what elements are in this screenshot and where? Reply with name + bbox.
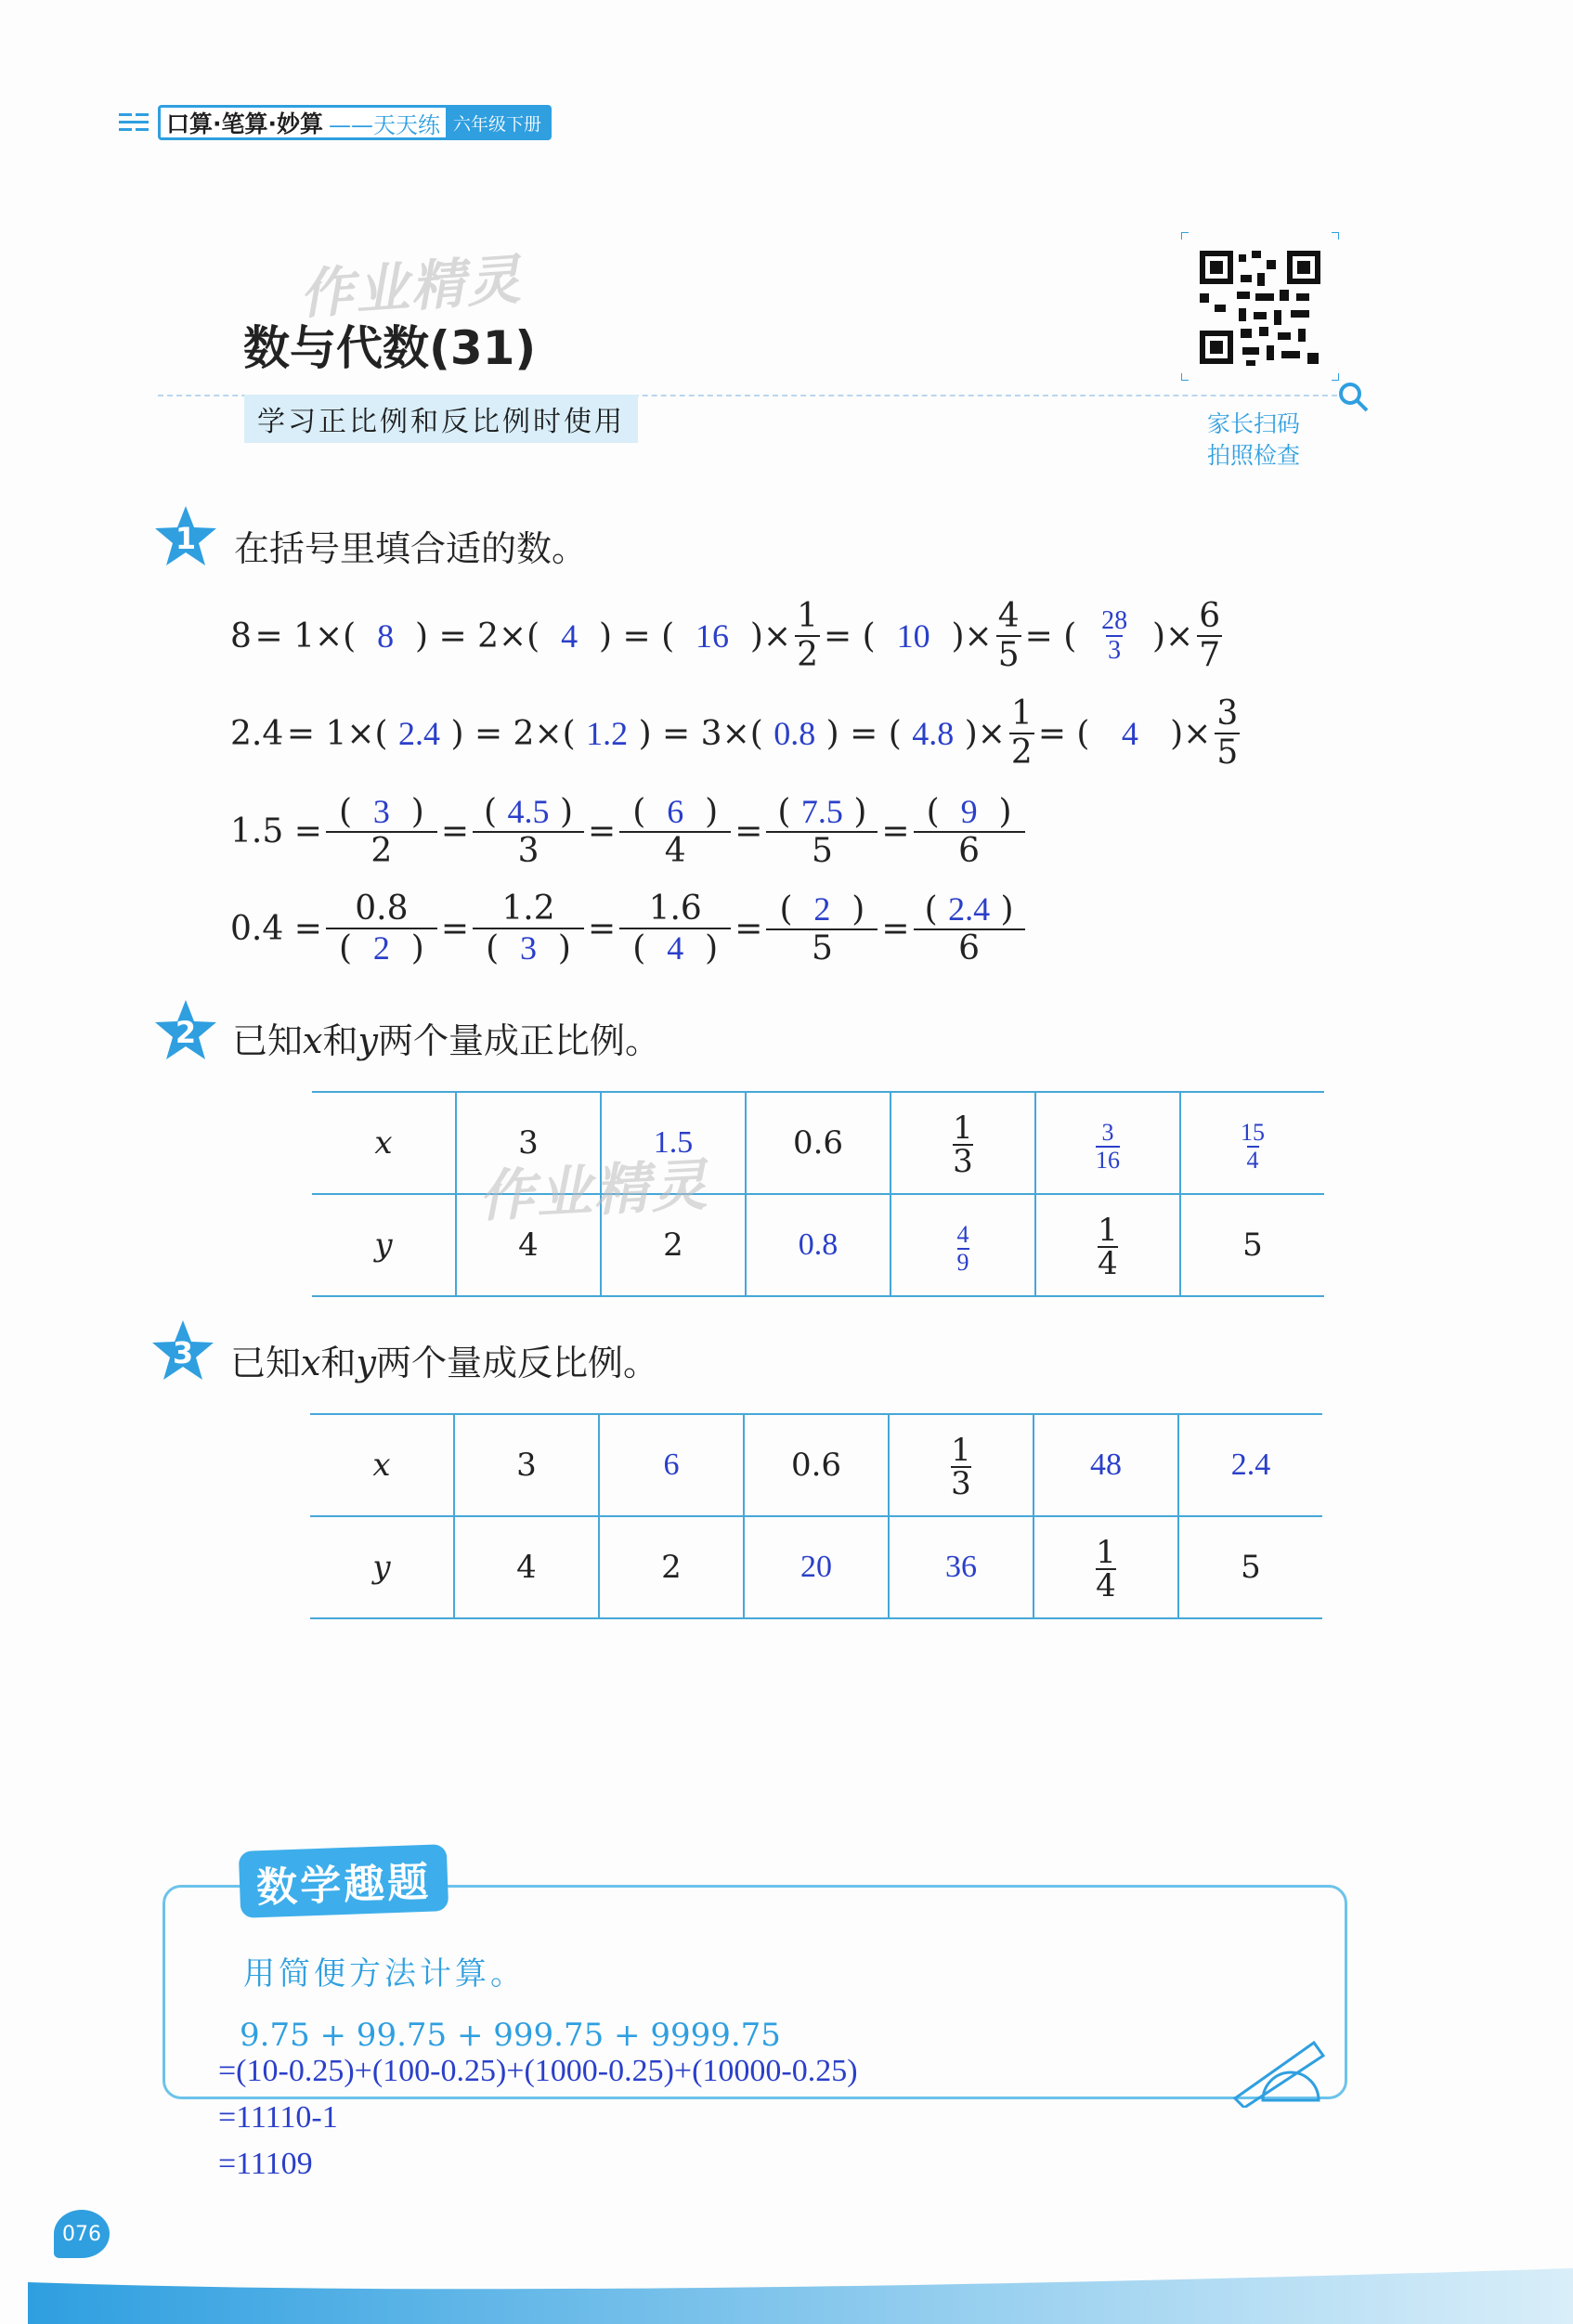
page-subtitle: 学习正比例和反比例时使用 [244, 395, 638, 443]
q2-y-cell-1: 4 [456, 1194, 601, 1296]
table-row [312, 1092, 1324, 1194]
q2-y-cell-3: 0.8 [746, 1194, 890, 1296]
q2-x-cell-1: 3 [456, 1092, 601, 1194]
q1-row-1-answer-4: 10 [896, 617, 930, 655]
fun-problem-prompt: 用简便方法计算。 [243, 1955, 526, 1993]
fun-problem-expression: 9.75 + 99.75 + 999.75 + 9999.75 [240, 2017, 781, 2054]
fraction-1-2: $\frac{1}{2}$ [797, 597, 819, 674]
page-title: 数与代数(31) [243, 321, 537, 375]
fraction-4-5: $\frac{4}{5}$ [997, 597, 1020, 674]
header-subtitle: ——天天练 [329, 111, 440, 138]
q1-row-3-frac-1: $\frac{( 3 )}{2}$ [326, 793, 437, 870]
bottom-wave-decoration [0, 2264, 1573, 2324]
ruler-protractor-icon [1226, 2033, 1328, 2111]
q2-x-cell-5: $\frac{3}{16}$ [1035, 1092, 1180, 1194]
q3-x-cell-6: 2.4 [1178, 1414, 1322, 1516]
q3-y-cell-1: 4 [454, 1516, 599, 1618]
q3-y-cell-6: 5 [1178, 1516, 1322, 1618]
question-3-prompt: 已知x和y两个量成反比例。 [230, 1343, 658, 1383]
qr-caption [1198, 409, 1309, 472]
q1-row-3-frac-4: $\frac{( 7.5 )}{5}$ [766, 793, 878, 870]
qr-code[interactable] [1181, 232, 1339, 381]
q1-row-4-frac-3: $\frac{1.6}{( 4 )}$ [619, 890, 731, 967]
q2-y-cell-2: 2 [601, 1194, 746, 1296]
watermark-top: 作业精灵 [297, 247, 525, 327]
question-1-number: 1 [175, 521, 197, 556]
question-1-star-icon [153, 504, 218, 573]
q1-row-1-answer-5: $\frac{28}{3}$ [1101, 606, 1128, 665]
fun-work-line-1: =(10-0.25)+(100-0.25)+(1000-0.25)+(10000-0.25) [218, 2054, 858, 2088]
table-row [310, 1414, 1322, 1516]
q1-row-1-answer-3: 16 [696, 617, 730, 655]
fraction-6-7: $\frac{6}{7}$ [1199, 597, 1221, 674]
q1-row-1: 8 = 1×( 8 ) = 2×( 4 ) = ( 16 )× $\frac{1}{2}$ = ( 10 )× $\frac{4}{5}$ = ( $\frac{28}{3}$ )× $\frac{6}{7}$ [230, 597, 1221, 674]
q1-row-2-lhs: 2.4 [230, 714, 284, 753]
q1-row-2-answer-3: 0.8 [774, 715, 816, 752]
q2-y-cell-6: 5 [1180, 1194, 1324, 1296]
q1-row-3-frac-5: $\frac{( 9 )}{6}$ [914, 793, 1025, 870]
watermark-middle: 作业精灵 [476, 1152, 710, 1230]
qr-caption-line-2: 拍照检查 [1206, 442, 1300, 469]
question-1-prompt: 在括号里填合适的数。 [234, 528, 588, 569]
q2-y-cell-4: $\frac{4}{9}$ [890, 1194, 1035, 1296]
q1-row-2-answer-4: 4.8 [912, 715, 955, 752]
q2-x-cell-4: $\frac{1}{3}$ [890, 1092, 1035, 1194]
header-icon [119, 110, 149, 134]
q3-y-header: y [310, 1516, 454, 1618]
q3-y-cell-5: $\frac{1}{4}$ [1034, 1516, 1178, 1618]
q1-row-1-answer-1: 8 [377, 617, 395, 655]
page-number: 076 [62, 2222, 101, 2246]
q2-y-header: y [312, 1194, 456, 1296]
table-row [310, 1516, 1322, 1618]
q3-y-cell-3: 20 [744, 1516, 889, 1618]
q1-row-4-frac-1: $\frac{0.8}{( 2 )}$ [326, 890, 437, 967]
fun-problem-title: 数学趣题 [239, 1844, 448, 1918]
question-2-star-icon [153, 998, 218, 1067]
table-row [312, 1194, 1324, 1296]
qr-caption-line-1: 家长扫码 [1206, 410, 1300, 437]
header-series: 口算·笔算·妙算 [166, 110, 323, 137]
question-3-number: 3 [172, 1335, 194, 1370]
q1-row-4-lhs: 0.4 [230, 909, 284, 948]
q1-row-1-answer-2: 4 [561, 617, 578, 655]
q3-x-cell-2: 6 [599, 1414, 744, 1516]
q1-row-4-frac-5: $\frac{( 2.4 )}{6}$ [914, 890, 1025, 967]
question-3-star-icon [150, 1318, 215, 1387]
q2-y-cell-5: $\frac{1}{4}$ [1035, 1194, 1180, 1296]
q2-x-header: x [312, 1092, 456, 1194]
q1-row-2-answer-5: 4 [1121, 715, 1138, 752]
q1-row-3: 1.5 = $\frac{( 3 )}{2}$ = $\frac{( 4.5 )}{3}$ = $\frac{( 6 )}{4}$ = $\frac{( 7.5 )}{5}$ = $\frac{( 9 )}{6}$ [230, 789, 1029, 873]
magnifier-icon [1337, 381, 1371, 418]
q2-x-cell-3: 0.6 [746, 1092, 890, 1194]
q2-x-cell-6: $\frac{15}{4}$ [1180, 1092, 1324, 1194]
fun-work-line-2: =11110-1 [218, 2100, 338, 2135]
q3-y-cell-2: 2 [599, 1516, 744, 1618]
fraction-1-2-b: $\frac{1}{2}$ [1010, 695, 1033, 772]
q1-row-3-lhs: 1.5 [230, 811, 284, 850]
q1-row-4-frac-4: $\frac{( 2 )}{5}$ [766, 890, 878, 967]
header-grade: 六年级下册 [446, 106, 549, 139]
q1-row-4-frac-2: $\frac{1.2}{( 3 )}$ [473, 890, 584, 967]
q3-x-cell-1: 3 [454, 1414, 599, 1516]
q3-table [310, 1413, 1322, 1619]
q3-x-cell-3: 0.6 [744, 1414, 889, 1516]
q2-table [312, 1091, 1324, 1297]
q1-row-4: 0.4 = $\frac{0.8}{( 2 )}$ = $\frac{1.2}{( 3 )}$ = $\frac{1.6}{( 4 )}$ = $\frac{( 2 )}{5}$ = $\frac{( 2.4 )}{6}$ [230, 887, 1029, 970]
q3-x-cell-4: $\frac{1}{3}$ [889, 1414, 1034, 1516]
header-banner [158, 105, 552, 140]
q1-row-2-answer-2: 1.2 [586, 715, 629, 752]
page-number-badge [54, 2210, 110, 2258]
q3-x-cell-5: 48 [1034, 1414, 1178, 1516]
q3-y-cell-4: 36 [889, 1516, 1034, 1618]
q1-row-2-answer-1: 2.4 [398, 715, 441, 752]
q1-row-2: 2.4 = 1×( 2.4 ) = 2×( 1.2 ) = 3×( 0.8 ) = ( 4.8 )× $\frac{1}{2}$ = ( 4 )× $\frac{3}{5}$ [230, 695, 1239, 772]
fun-work-line-3: =11109 [218, 2147, 313, 2181]
fraction-3-5: $\frac{3}{5}$ [1216, 695, 1239, 772]
q1-row-1-lhs: 8 [230, 617, 252, 656]
question-2-prompt: 已知x和y两个量成正比例。 [232, 1020, 660, 1061]
q1-row-3-frac-3: $\frac{( 6 )}{4}$ [619, 793, 731, 870]
question-2-number: 2 [175, 1015, 197, 1050]
q3-x-header: x [310, 1414, 454, 1516]
q2-x-cell-2: 1.5 [601, 1092, 746, 1194]
q1-row-3-frac-2: $\frac{( 4.5 )}{3}$ [473, 793, 584, 870]
